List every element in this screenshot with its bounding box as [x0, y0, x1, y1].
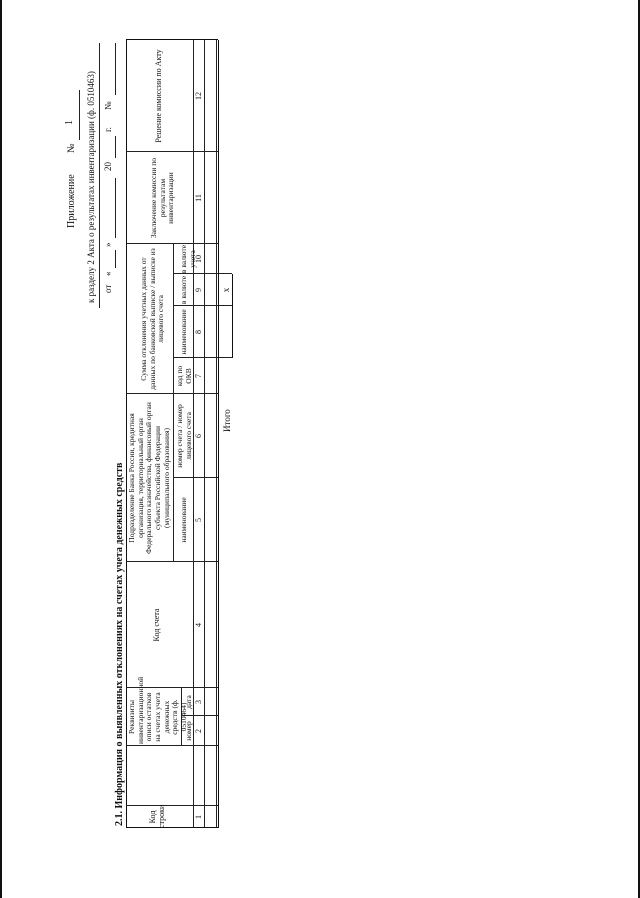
table-left-border: [126, 827, 218, 828]
col-divider-5: [126, 393, 218, 394]
date-quote-open: «: [103, 271, 113, 276]
date-quote-close: »: [103, 242, 113, 247]
header-bank-division: Подразделение Банка России, кредитная организация, территориальный орган Федерального казначейства, финансовый орган субъекта Российской Федерации (муниципального образования): [127, 402, 171, 554]
section-title: 2.1. Информация о выявленных отклонениях на счетах учета денежных средств: [114, 462, 125, 826]
column-number-6: 6: [194, 434, 203, 438]
column-number-2: 2: [194, 729, 203, 733]
bank-subheader-line: [173, 394, 174, 562]
header-okv-code: код по ОКВ: [175, 365, 193, 387]
column-numbers-bottom-line: [204, 40, 205, 828]
col-divider-1: [126, 805, 218, 806]
date-from-label: от: [103, 284, 113, 293]
total-label: Итого: [222, 409, 232, 432]
column-number-4: 4: [194, 623, 203, 627]
col-divider-6: [126, 243, 218, 244]
appendix-number-line: [79, 90, 80, 140]
column-number-11: 11: [194, 194, 203, 202]
col-divider-7: [126, 151, 218, 152]
date-number-sign: №: [103, 101, 113, 110]
column-number-5: 5: [194, 518, 203, 522]
appendix-label: Приложение: [66, 174, 77, 228]
date-day-line: [115, 250, 116, 268]
header-currency-name: наименование: [179, 309, 188, 355]
total-x-mark: x: [221, 287, 231, 293]
total-row-bottom-line: [232, 274, 233, 358]
appendix-number: 1: [64, 120, 75, 125]
column-number-9: 9: [194, 288, 203, 292]
header-details-date: дата: [184, 695, 193, 709]
header-in-accounting-currency: в валюте учета: [179, 244, 197, 274]
date-year-line: [115, 136, 116, 158]
date-month-line: [115, 178, 116, 238]
table-right-border: [126, 39, 218, 40]
header-account-code: Код счета: [152, 608, 161, 642]
header-account-number: номер счета / номер лицевого счета: [175, 404, 193, 468]
column-number-8: 8: [194, 330, 203, 334]
table-body-bottom-line: [218, 40, 219, 828]
header-bank-name: наименование: [179, 497, 188, 543]
column-number-7: 7: [194, 374, 203, 378]
header-subtitle: к разделу 2 Акта о результатах инвентаризации (ф. 0510463): [86, 71, 96, 303]
header-details-number: номер: [184, 721, 193, 741]
column-number-10: 10: [194, 255, 203, 263]
subtitle-underline: [99, 43, 100, 308]
column-number-1: 1: [194, 815, 203, 819]
column-number-3: 3: [194, 700, 203, 704]
header-in-currency: в валюте: [179, 275, 188, 305]
date-year-suffix: г.: [103, 127, 113, 132]
header-commission-conclusion: Заключение комиссии по результатам инвентаризации: [149, 157, 176, 239]
header-deviation-sum: Сумма отклонения учетных данных от данных по банковской выписке / выписке из лицевого счета: [139, 248, 166, 390]
header-inventory-details: Реквизиты инвентаризационной описи остатков на счетах учета денежных средств (ф. 0510464): [127, 676, 188, 744]
date-year-prefix: 20: [103, 162, 113, 171]
date-number-line: [115, 43, 116, 95]
appendix-number-sign: №: [66, 143, 77, 153]
header-commission-decision: Решение комиссии по Акту: [154, 49, 163, 143]
data-row-1-line: [216, 40, 217, 828]
column-number-12: 12: [194, 92, 203, 100]
deviation-subheader-line: [173, 244, 174, 394]
col-divider-4: [126, 561, 218, 562]
header-row-code: Код строки: [148, 804, 167, 828]
col-divider-2: [126, 745, 218, 746]
